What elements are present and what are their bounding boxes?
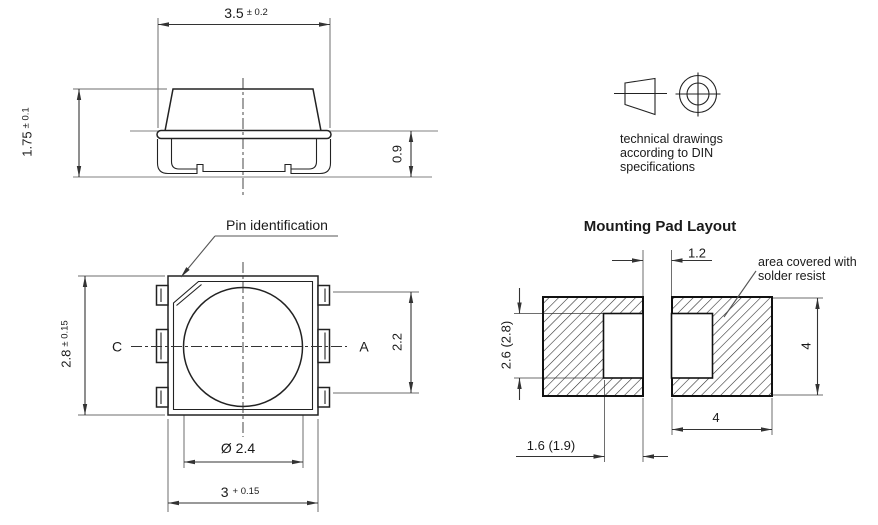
dimension-pad-width <box>672 410 772 432</box>
mounting-pad-title: Mounting Pad Layout <box>583 218 737 235</box>
arrowhead <box>168 501 179 505</box>
dim-label-body-width <box>221 484 259 500</box>
left-j-lead <box>158 139 198 174</box>
dim-value: 3 <box>220 484 229 500</box>
arrowhead <box>517 378 521 389</box>
lead-tab <box>318 388 330 408</box>
arrowhead <box>307 501 318 505</box>
dimension-lens-diameter <box>184 440 303 464</box>
top-view <box>59 217 420 512</box>
dim-label-pad-gap: 1.2 <box>687 245 707 261</box>
dimension-body-width <box>168 484 318 505</box>
dim-tolerance: ± 0.2 <box>246 7 268 18</box>
arrowhead <box>815 298 819 309</box>
dim-label-body-height <box>59 320 74 367</box>
left-pad-opening <box>604 314 644 379</box>
arrowhead <box>77 89 81 100</box>
arrowhead <box>158 22 169 26</box>
arrowhead <box>77 166 81 177</box>
dim-label-pad-width: 4 <box>712 410 720 425</box>
arrowhead <box>517 303 521 314</box>
arrowhead <box>672 427 683 431</box>
arrowhead <box>319 22 330 26</box>
din-projection-note <box>614 73 723 175</box>
arrowhead <box>672 258 683 262</box>
din-note-line3: specifications <box>620 160 696 174</box>
arrowhead <box>292 460 303 464</box>
lead-tab <box>157 330 169 363</box>
arrowhead <box>815 384 819 395</box>
dimension-opening-height <box>499 288 522 400</box>
dim-tolerance: ± 0.1 <box>20 107 32 129</box>
dim-tolerance: + 0.15 <box>232 486 260 497</box>
arrowhead <box>83 276 87 287</box>
dim-label-pad-height: 4 <box>798 342 814 350</box>
dimension-width <box>158 5 330 27</box>
solder-resist-note-line2: solder resist <box>758 269 826 283</box>
arrowhead <box>409 131 413 142</box>
dimension-pad-height <box>799 298 820 395</box>
arrowhead <box>184 460 195 464</box>
pin-identification-label: Pin identification <box>226 217 328 233</box>
dimension-standoff <box>390 131 414 177</box>
dimension-lead-span <box>390 292 414 393</box>
dimension-pad-gap <box>612 246 712 263</box>
dim-label-opening-width: 1.6 (1.9) <box>526 438 576 453</box>
dim-label-width <box>224 5 268 21</box>
arrowhead <box>409 166 413 177</box>
right-j-lead <box>291 139 331 174</box>
dim-value: 2.8 <box>58 349 74 368</box>
arrowhead <box>409 382 413 393</box>
dim-tolerance: ± 0.15 <box>59 320 71 347</box>
lead-tab <box>318 330 330 363</box>
cathode-pin-label: C <box>111 338 123 355</box>
din-note-line1: technical drawings <box>620 132 723 146</box>
mounting-pad-layout <box>499 218 857 462</box>
arrowhead <box>632 258 643 262</box>
right-pad-opening <box>672 314 713 379</box>
lead-tab <box>157 286 169 306</box>
dim-label-lens-diameter: Ø 2.4 <box>220 440 256 456</box>
arrowhead <box>594 454 605 458</box>
arrowhead <box>83 404 87 415</box>
anode-pin-label: A <box>359 338 369 355</box>
lead-tab <box>318 286 330 306</box>
dimension-body-height <box>59 276 88 415</box>
dim-label-standoff: 0.9 <box>389 144 405 164</box>
dim-value: 1.75 <box>19 131 35 157</box>
cone-side-view-icon <box>625 79 655 115</box>
din-note-line2: according to DIN <box>620 146 714 160</box>
dim-label-opening-height: 2.6 (2.8) <box>498 320 514 370</box>
arrowhead <box>761 427 772 431</box>
dim-label-height <box>20 107 35 156</box>
arrowhead <box>409 292 413 303</box>
lead-tab <box>157 388 169 408</box>
side-view <box>20 5 439 196</box>
pin-identification-callout <box>181 217 338 277</box>
dimension-height <box>20 89 82 177</box>
dim-label-lead-span: 2.2 <box>389 332 405 352</box>
leadframe-band <box>157 131 331 139</box>
arrowhead <box>643 454 654 458</box>
first-angle-projection-icon <box>614 73 721 117</box>
dim-value: 3.5 <box>224 5 244 21</box>
dimension-opening-width <box>516 438 668 459</box>
package-bottom-profile <box>197 165 291 172</box>
solder-resist-note-line1: area covered with <box>758 255 857 269</box>
